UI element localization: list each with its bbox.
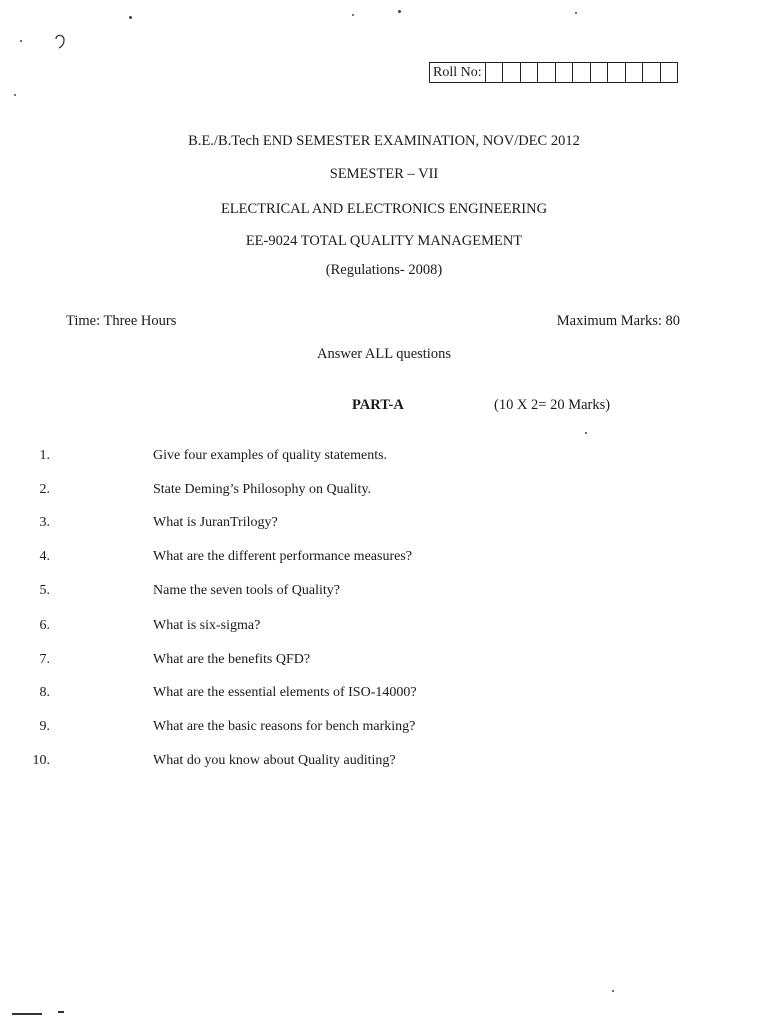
part-a-title: PART-A <box>352 397 404 413</box>
course-title: EE-9024 TOTAL QUALITY MANAGEMENT <box>245 233 523 249</box>
question-text: What do you know about Quality auditing? <box>153 753 396 768</box>
question-text: What are the basic reasons for bench marking? <box>153 719 416 734</box>
question-text: Name the seven tools of Quality? <box>153 583 341 598</box>
roll-number-cell[interactable] <box>591 63 609 82</box>
question-item <box>0 482 700 502</box>
exam-duration: Time: Three Hours <box>66 313 177 329</box>
roll-number-cell[interactable] <box>556 63 574 82</box>
question-number: 1. <box>39 448 50 463</box>
scan-speck <box>352 14 354 16</box>
scan-speck <box>585 432 587 434</box>
roll-number-cell[interactable] <box>573 63 591 82</box>
roll-number-cell[interactable] <box>486 63 504 82</box>
question-item <box>0 719 700 739</box>
department-name: ELECTRICAL AND ELECTRONICS ENGINEERING <box>220 201 548 217</box>
question-number: 4. <box>39 549 50 564</box>
scan-speck <box>129 16 132 19</box>
question-number: 6. <box>39 618 50 633</box>
scan-speck <box>612 990 614 992</box>
question-text: What are the benefits QFD? <box>153 652 311 667</box>
part-a-marks: (10 X 2= 20 Marks) <box>494 397 611 413</box>
roll-number-cell[interactable] <box>538 63 556 82</box>
question-number: 9. <box>39 719 50 734</box>
question-item <box>0 515 700 535</box>
question-item <box>0 753 700 773</box>
semester-label: SEMESTER – VII <box>329 166 439 182</box>
scan-mark-icon <box>53 33 67 49</box>
roll-number-cell[interactable] <box>661 63 678 82</box>
question-item <box>0 583 700 603</box>
question-item <box>0 618 700 638</box>
roll-number-cell[interactable] <box>503 63 521 82</box>
question-number: 2. <box>39 482 50 497</box>
question-text: What is JuranTrilogy? <box>153 515 278 530</box>
roll-number-cell[interactable] <box>643 63 661 82</box>
question-item <box>0 448 700 468</box>
roll-number-cell[interactable] <box>521 63 539 82</box>
scan-speck <box>575 12 577 14</box>
question-text: State Deming’s Philosophy on Quality. <box>153 482 372 497</box>
question-text: What are the essential elements of ISO-14000? <box>153 685 417 700</box>
scan-speck <box>398 10 401 13</box>
roll-number-cell[interactable] <box>626 63 644 82</box>
question-number: 8. <box>39 685 50 700</box>
question-item <box>0 652 700 672</box>
question-text: Give four examples of quality statements. <box>153 448 388 463</box>
exam-title: B.E./B.Tech END SEMESTER EXAMINATION, NOV/DEC 2012 <box>188 133 580 149</box>
roll-number-cell[interactable] <box>608 63 626 82</box>
scan-dash <box>58 1011 64 1013</box>
question-number: 5. <box>39 583 50 598</box>
scan-speck <box>20 40 22 42</box>
question-item <box>0 685 700 705</box>
question-text: What are the different performance measures? <box>153 549 412 564</box>
question-number: 3. <box>39 515 50 530</box>
question-number: 10. <box>32 753 50 768</box>
regulations-label: (Regulations- 2008) <box>325 262 443 278</box>
roll-number-label: Roll No: <box>430 63 486 82</box>
scan-speck <box>14 94 16 96</box>
question-item <box>0 549 700 569</box>
question-text: What is six-sigma? <box>153 618 261 633</box>
maximum-marks: Maximum Marks: 80 <box>556 313 680 329</box>
scan-dash <box>12 1013 42 1015</box>
exam-instruction: Answer ALL questions <box>317 346 451 362</box>
roll-number-box[interactable] <box>429 62 678 83</box>
question-number: 7. <box>39 652 50 667</box>
